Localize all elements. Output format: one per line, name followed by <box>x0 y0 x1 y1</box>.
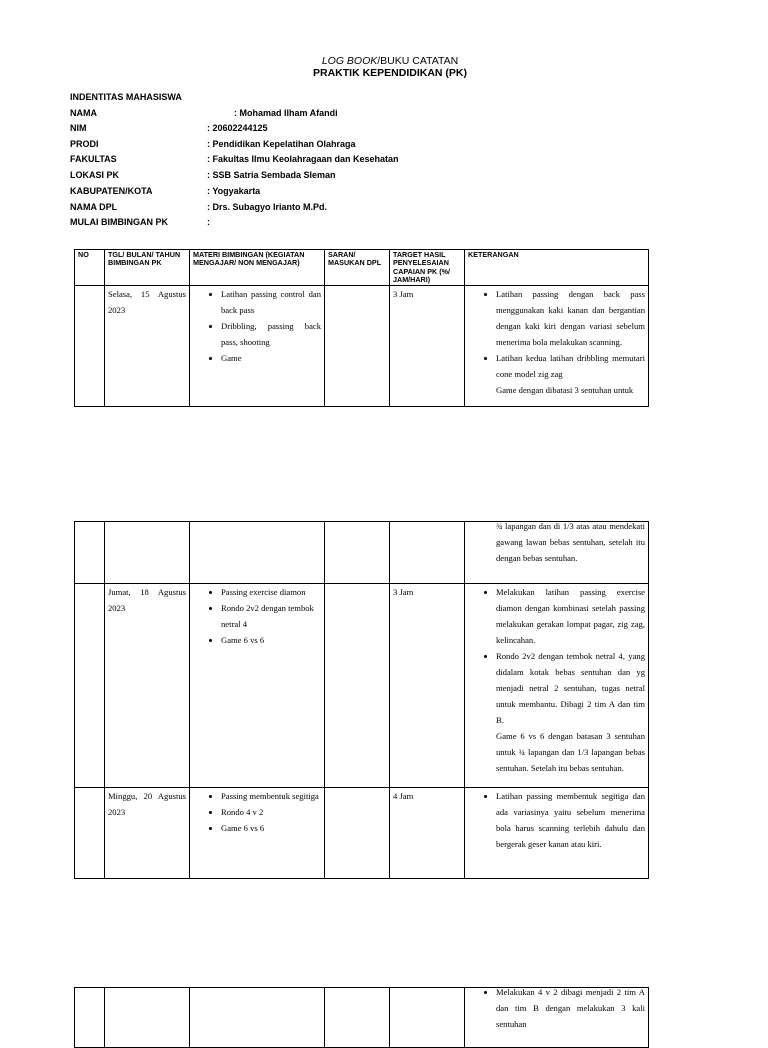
list-item: • Game 6 vs 6 <box>221 632 321 648</box>
header-date: TGL/ BULAN/ TAHUN BIMBINGAN PK <box>105 250 190 286</box>
table-row <box>75 285 649 406</box>
identity-value-nim: : 20602244125 <box>207 123 268 133</box>
cell-no <box>75 788 105 879</box>
header-saran: SARAN/ MASUKAN DPL <box>325 250 390 286</box>
document-subtitle: PRAKTIK KEPENDIDIKAN (PK) <box>312 67 467 79</box>
header-target: TARGET HASIL PENYELESAIAN CAPAIAN PK (%/ JAM/HARI) <box>390 250 465 286</box>
date-text: Jumat, 18 Agustus 2023 <box>108 587 186 613</box>
identity-heading: INDENTITAS MAHASISWA <box>70 92 182 102</box>
cell-no <box>75 584 105 788</box>
title-italic: LOG BOOK <box>321 55 378 67</box>
identity-value-kabupaten: : Yogyakarta <box>207 186 261 196</box>
list-item: • Latihan passing control dan back pass <box>221 286 321 318</box>
cell-materi <box>190 788 325 879</box>
cell-saran <box>325 584 390 788</box>
table-row <box>75 988 649 1048</box>
identity-value-nama: : Mohamad Ilham Afandi <box>234 108 338 118</box>
cell-date <box>105 584 190 788</box>
table-header-row <box>75 250 649 286</box>
list-item: • Passing membentuk segitiga <box>221 788 321 804</box>
identity-value-mulai: : <box>207 217 210 227</box>
identity-label-lokasi: LOKASI PK <box>70 170 120 180</box>
log-table-page2 <box>74 521 649 879</box>
identity-label-prodi: PRODI <box>70 139 99 149</box>
list-item: • Melakukan 4 v 2 dibagi menjadi 2 tim A dan tim B dengan melakukan 3 kali sentuhan <box>496 984 645 1032</box>
keterangan-text: Game dengan dibatasi 3 sentuhan untuk <box>496 384 634 395</box>
cell-keterangan <box>465 584 649 788</box>
cell-keterangan <box>465 988 649 1048</box>
cell-materi <box>190 285 325 406</box>
identity-label-dpl: NAMA DPL <box>70 202 118 212</box>
list-item: • Rondo 4 v 2 <box>221 804 321 820</box>
title-rest: /BUKU CATATAN <box>377 55 459 67</box>
list-item: • Latihan passing membentuk segitiga dan ada variasinya yaitu sebelum menerima bola harus scanning terlebih dahulu dan bergerak geser kanan atau kiri. <box>496 788 645 852</box>
cell-saran <box>325 285 390 406</box>
cell-keterangan <box>465 285 649 406</box>
keterangan-text: ¾ lapangan dan di 1/3 atas atau mendekati gawang lawan bebas sentuhan, setelah itu dengan bebas sentuhan. <box>496 521 645 563</box>
identity-label-mulai: MULAI BIMBINGAN PK <box>70 217 168 227</box>
list-item: • Rondo 2v2 dengan tembok netral 4 <box>221 600 321 632</box>
date-text: Minggu, 20 Agustus 2023 <box>108 791 186 817</box>
cell-saran <box>325 788 390 879</box>
target-text: 4 Jam <box>393 791 414 801</box>
identity-value-dpl: : Drs. Subagyo Irianto M.Pd. <box>207 202 328 212</box>
cell-target <box>390 584 465 788</box>
identity-value-fakultas: : Fakultas Ilmu Keolahragaan dan Kesehatan <box>207 154 399 164</box>
keterangan-text: Game 6 vs 6 dengan batasan 3 sentuhan untuk ¾ lapangan dan 1/3 lapangan bebas sentuhan. Setelah itu bebas sentuhan. <box>496 731 645 773</box>
list-item: • Rondo 2v2 dengan tembok netral 4, yang didalam kotak bebas sentuhan dan yg menjadi netral 2 sentuhan, tugas netral untuk membantu. Dibagi 2 tim A dan tim B. <box>496 648 645 728</box>
list-item: • Game 6 vs 6 <box>221 820 321 836</box>
header-no: NO <box>75 250 105 286</box>
log-table-page3 <box>74 987 649 1048</box>
cell-target <box>390 788 465 879</box>
identity-label-nim: NIM <box>70 123 87 133</box>
cell-keterangan <box>465 522 649 584</box>
date-text: Selasa, 15 Agustus 2023 <box>108 288 186 315</box>
cell-keterangan <box>465 788 649 879</box>
target-text: 3 Jam <box>393 288 414 299</box>
list-item: • Latihan kedua latihan dribbling memutari cone model zig zag <box>496 350 645 382</box>
identity-label-nama: NAMA <box>70 108 97 118</box>
list-item: • Dribbling, passing back pass, shooting <box>221 318 321 350</box>
list-item: • Melakukan latihan passing exercise diamon dengan kombinasi setelah passing melakukan gerakan lompat pagar, zig zag, kelincahan. <box>496 584 645 648</box>
header-keterangan: KETERANGAN <box>465 250 649 286</box>
header-materi: MATERI BIMBINGAN (KEGIATAN MENGAJAR/ NON MENGAJAR) <box>190 250 325 286</box>
identity-label-fakultas: FAKULTAS <box>70 154 117 164</box>
log-table-page1 <box>74 249 649 407</box>
cell-no <box>75 285 105 406</box>
list-item: • Game <box>221 350 321 366</box>
target-text: 3 Jam <box>393 587 414 597</box>
cell-target <box>390 285 465 406</box>
table-row <box>75 522 649 584</box>
identity-label-kabupaten: KABUPATEN/KOTA <box>70 186 153 196</box>
cell-date <box>105 788 190 879</box>
list-item: • Passing exercise diamon <box>221 584 321 600</box>
table-row <box>75 584 649 788</box>
cell-materi <box>190 584 325 788</box>
identity-value-prodi: : Pendidikan Kepelatihan Olahraga <box>207 139 356 149</box>
cell-date <box>105 285 190 406</box>
table-row <box>75 788 649 879</box>
list-item: • Latihan passing dengan back pass menggunakan kaki kanan dan bergantian dengan kaki kiri dengan variasi sebelum menerima bola melakukan scanning. <box>496 286 645 350</box>
identity-value-lokasi: : SSB Satria Sembada Sleman <box>207 170 336 180</box>
